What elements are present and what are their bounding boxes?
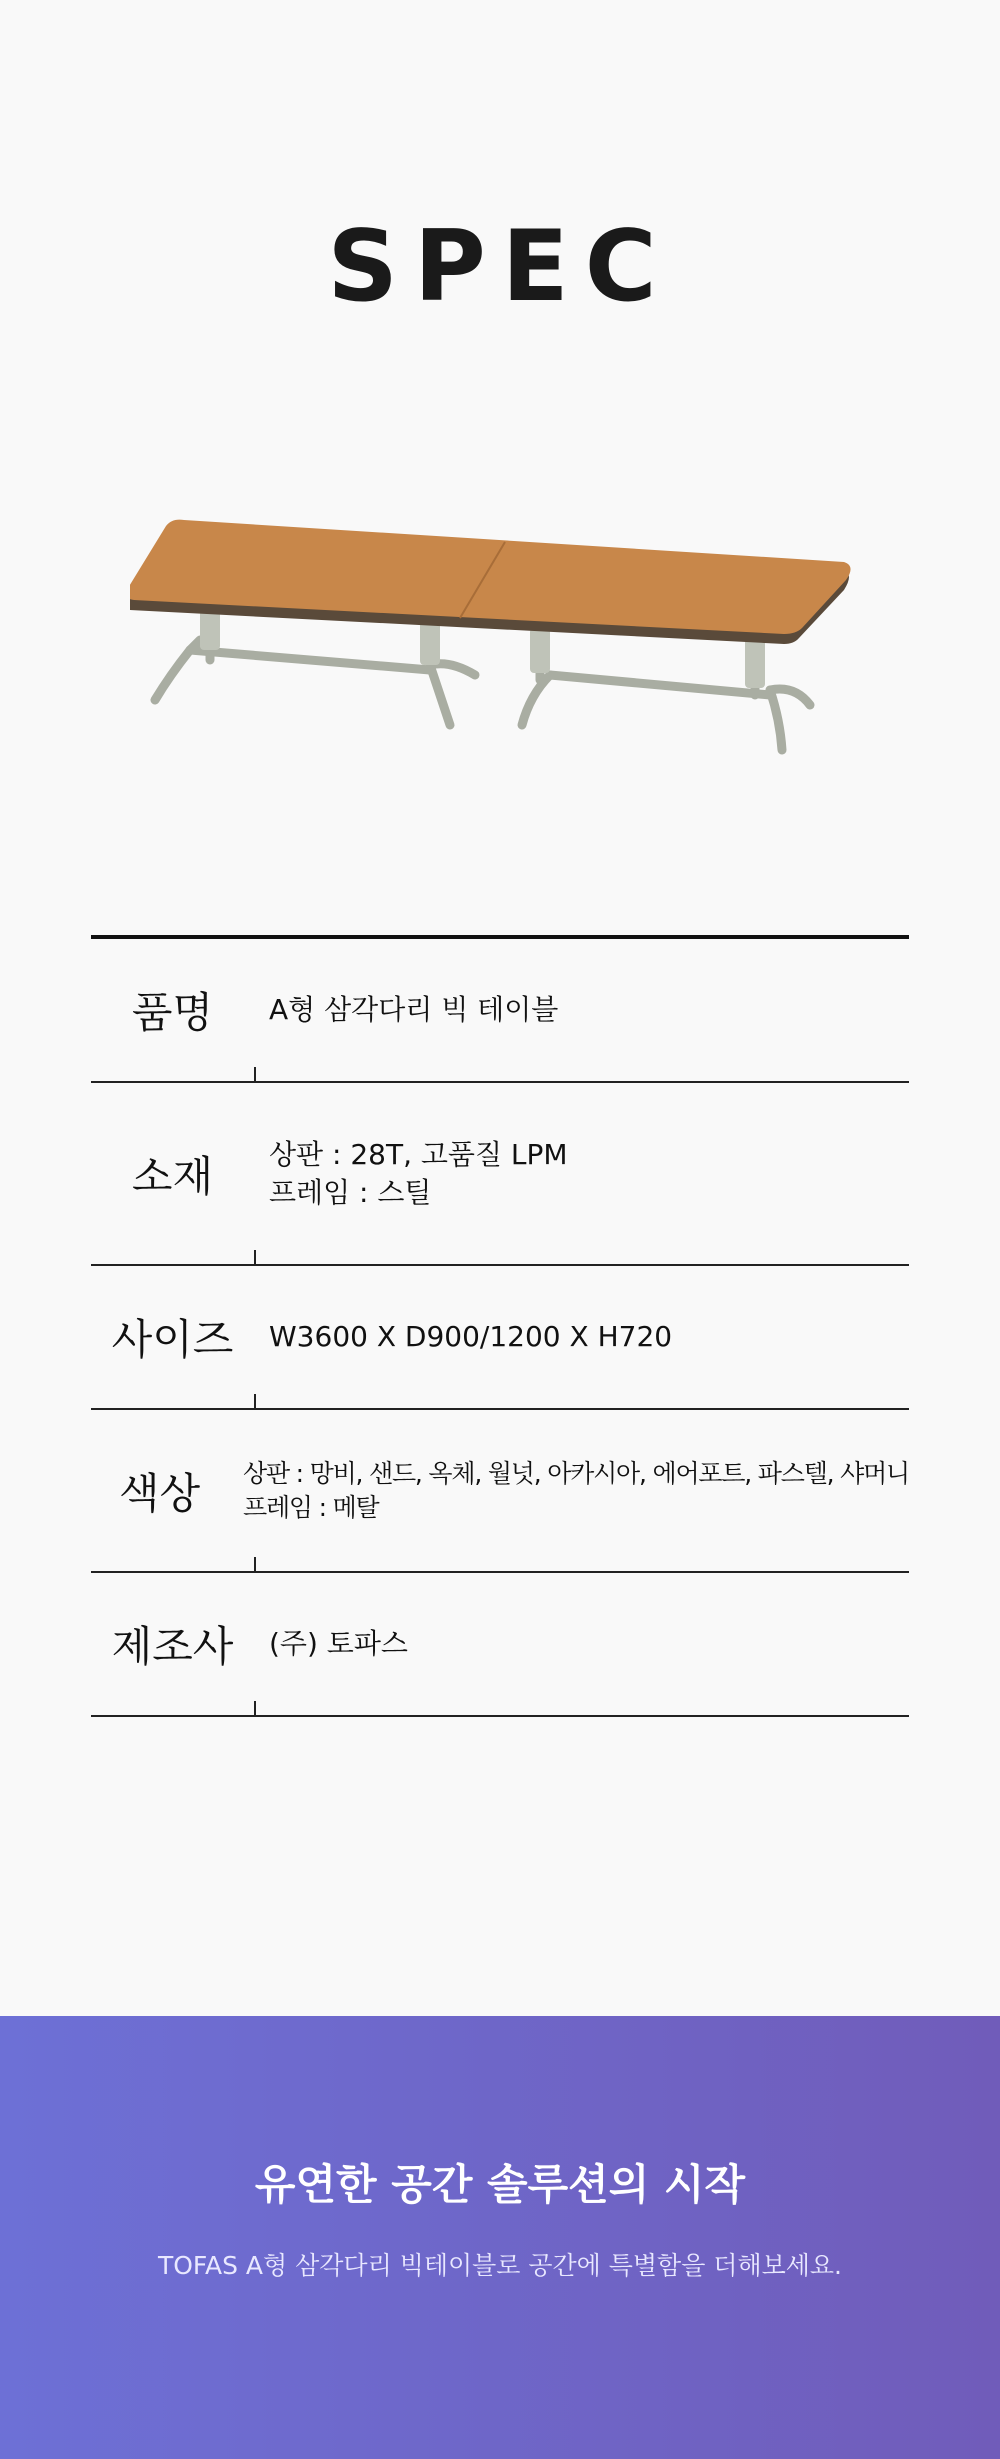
promo-banner <box>0 2016 1000 2459</box>
spec-title: SPEC <box>327 210 673 324</box>
divider-tick <box>254 1067 256 1081</box>
spec-row-product-name <box>91 939 909 1083</box>
spec-label: 사이즈 <box>111 1315 234 1364</box>
banner-title: 유연한 공간 솔루션의 시작 <box>254 2160 746 2209</box>
spec-value-line: 프레임 : 스틸 <box>269 1175 432 1209</box>
spec-value-line: 프레임 : 메탈 <box>243 1492 379 1522</box>
spec-label: 제조사 <box>111 1622 234 1671</box>
spec-row-material <box>91 1083 909 1266</box>
banner-subtitle: TOFAS A형 삼각다리 빅테이블로 공간에 특별함을 더해보세요. <box>157 2251 843 2280</box>
divider-tick <box>254 1250 256 1264</box>
conference-table-illustration <box>130 510 860 770</box>
spec-value-line: 상판 : 28T, 고품질 LPM <box>269 1137 568 1171</box>
spec-row-color <box>91 1410 909 1573</box>
spec-row-manufacturer <box>91 1573 909 1717</box>
spec-value <box>254 1136 568 1212</box>
spec-row-size <box>91 1266 909 1410</box>
spec-label: 색상 <box>118 1468 201 1518</box>
spec-value <box>254 991 558 1029</box>
spec-table <box>91 935 909 1717</box>
spec-label: 품명 <box>131 988 214 1037</box>
spec-value-line: W3600 X D900/1200 X H720 <box>269 1320 673 1353</box>
spec-label: 소재 <box>131 1151 214 1201</box>
divider-tick <box>254 1394 256 1408</box>
spec-value <box>254 1625 408 1663</box>
spec-value-line: A형 삼각다리 빅 테이블 <box>269 993 559 1026</box>
divider-tick <box>254 1701 256 1715</box>
spec-value <box>228 1457 909 1525</box>
spec-value-line: 상판 : 망비, 샌드, 옥체, 월넛, 아카시아, 에어포트, 파스텔, 샤머니 <box>243 1458 909 1488</box>
spec-value-line: (주) 토파스 <box>269 1627 408 1660</box>
divider-tick <box>254 1557 256 1571</box>
spec-value <box>254 1318 672 1356</box>
